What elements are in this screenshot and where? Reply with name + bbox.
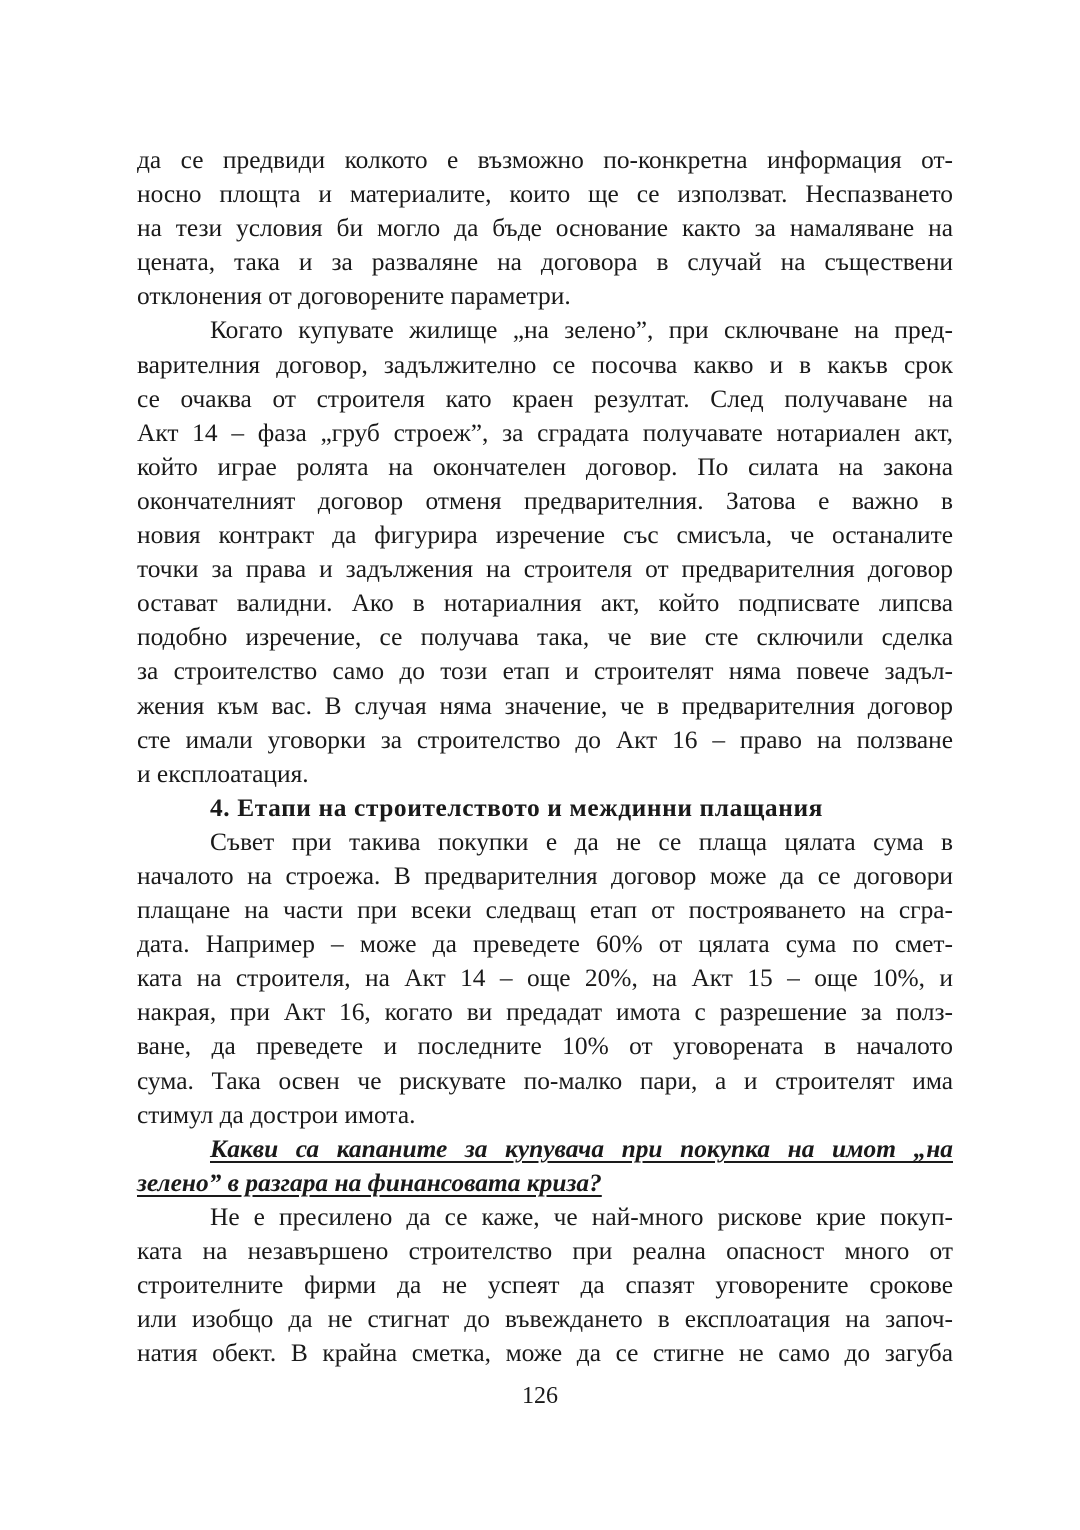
- text-line: се очаква от строителя като краен резултат. След получаване на: [137, 384, 953, 413]
- text-line: да се предвиди колкото е възможно по-конкретна информация от-: [137, 146, 953, 174]
- text-line: Когато купувате жилище „на зелено”, при сключване на пред-: [210, 316, 953, 345]
- text-line: на тези условия би могло да бъде основание както за намаляване на: [137, 214, 953, 243]
- text-line: натия обект. В крайна сметка, може да се стигне не само до загуба: [137, 1339, 953, 1368]
- text-line: дата. Например – може да преведете 60% от цялата сума по смет-: [137, 930, 953, 959]
- text-line: сума. Така освен че рискувате по-малко пари, а и строителят има: [137, 1066, 953, 1095]
- question-heading-line: зелено” в разгара на финансовата криза?: [137, 1168, 602, 1197]
- text-line: ката на незавършено строителство при реална опасност много от: [137, 1237, 953, 1265]
- page-number: 126: [522, 1383, 558, 1409]
- text-line: точки за права и задължения на строителя от предварителния договор: [137, 555, 953, 584]
- paragraph-1: [137, 143, 953, 313]
- text-line: Съвет при такива покупки е да не се плаща цялата сума в: [210, 827, 953, 856]
- text-line: накрая, при Акт 16, когато ви предадат имота с разрешение за полз-: [137, 998, 953, 1027]
- text-line: остават валидни. Ако в нотариалния акт, който подписвате липсва: [137, 589, 953, 618]
- text-line: началото на строежа. В предварителния договор може да се договори: [137, 861, 953, 890]
- text-line: който играе ролята на окончателен договор. По силата на закона: [137, 452, 953, 481]
- text-line: [137, 1132, 953, 1166]
- text-line: за строителство само до този етап и строителят няма повече задъл-: [137, 657, 953, 686]
- text-line: Акт 14 – фаза „груб строеж”, за сградата получавате нотариален акт,: [137, 418, 953, 447]
- text-line: жения към вас. В случая няма значение, че в предварителния договор: [137, 691, 953, 720]
- text-line: или изобщо да не стигнат до въвеждането в експлоатация на започ-: [137, 1305, 953, 1334]
- question-heading: [137, 1132, 953, 1200]
- text-line: сте имали уговорки за строителство до Акт 16 – право на ползване: [137, 725, 953, 754]
- text-line: ване, да преведете и последните 10% от уговорената в началото: [137, 1032, 953, 1061]
- paragraph-2: [137, 313, 953, 790]
- text-line: новия контракт да фигурира изречение със смисъла, че останалите: [137, 521, 953, 550]
- text-line: [137, 1166, 953, 1200]
- page-body-text: [137, 143, 953, 1370]
- text-line: носно площта и материалите, които ще се използват. Неспазването: [137, 180, 953, 209]
- paragraph-3: [137, 825, 953, 1132]
- text-line: ката на строителя, на Акт 14 – още 20%, на Акт 15 – още 10%, и: [137, 964, 953, 993]
- text-line: отклонения от договорените параметри.: [137, 282, 571, 311]
- text-line: подобно изречение, се получава така, че вие сте сключили сделка: [137, 623, 953, 652]
- text-line: Не е пресилено да се каже, че най-много рискове крие покуп-: [210, 1202, 953, 1231]
- text-line: строителните фирми да не успеят да спазят уговорените срокове: [137, 1271, 953, 1300]
- text-line: плащане на части при всеки следващ етап от построяването на сгра-: [137, 896, 953, 925]
- question-heading-line: Какви са капаните за купувача при покупка на имот „на: [210, 1134, 953, 1163]
- section-heading: 4. Етапи на строителството и междинни плащания: [210, 793, 824, 822]
- text-line: стимул да дострои имота.: [137, 1100, 416, 1129]
- text-line: варителния договор, задължително се посочва какво и в какъв срок: [137, 350, 953, 379]
- paragraph-4: [137, 1200, 953, 1370]
- text-line: цената, така и за разваляне на договора в случай на съществени: [137, 248, 953, 277]
- text-line: окончателният договор отменя предварителния. Затова е важно в: [137, 486, 953, 515]
- text-line: и експлоатация.: [137, 759, 309, 788]
